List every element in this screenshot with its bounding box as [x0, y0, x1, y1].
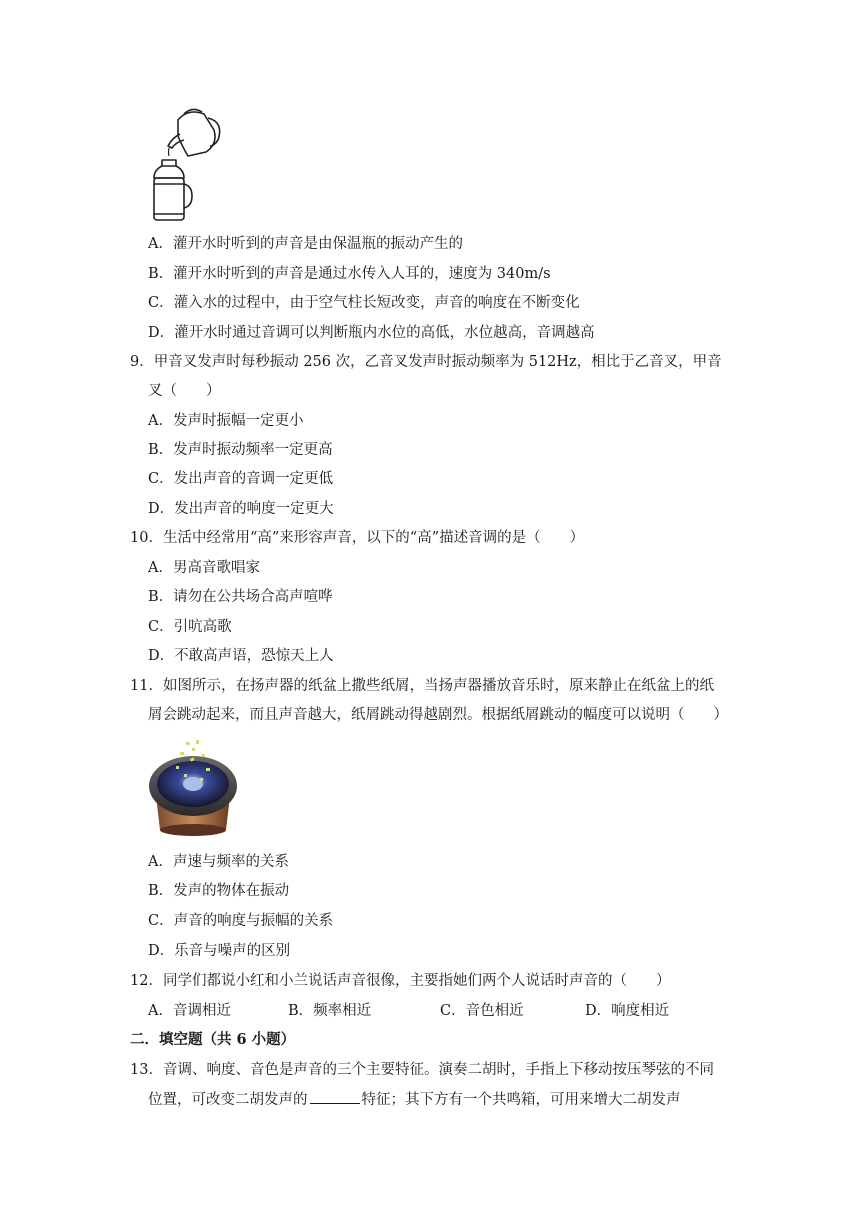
q8-option-d: D．灌开水时通过音调可以判断瓶内水位的高低，水位越高，音调越高: [148, 325, 595, 341]
q11-stem-line1: 11．如图所示，在扬声器的纸盆上撒些纸屑，当扬声器播放音乐时，原来静止在纸盆上的纸: [130, 678, 714, 694]
q13-stem-line1: 13．音调、响度、音色是声音的三个主要特征。演奏二胡时，手指上下移动按压琴弦的不同: [130, 1062, 714, 1078]
q10-option-c: C．引吭高歌: [148, 619, 232, 635]
q9-option-a: A．发声时振幅一定更小: [148, 413, 304, 429]
q9-option-c: C．发出声音的音调一定更低: [148, 471, 334, 487]
q10-option-b: B．请勿在公共场合高声喧哗: [148, 589, 333, 605]
q13-stem-line2: [148, 1089, 681, 1110]
q12-stem: 12．同学们都说小红和小兰说话声音很像，主要指她们两个人说话时声音的（ ）: [130, 973, 671, 989]
q13-answer-blank[interactable]: [310, 1089, 360, 1104]
q10-stem: 10．生活中经常用“高”来形容声音，以下的“高”描述音调的是（ ）: [130, 530, 585, 546]
q12-option-b: B．频率相近: [288, 1003, 372, 1019]
q11-option-a: A．声速与频率的关系: [148, 854, 289, 870]
q12-option-c: C．音色相近: [440, 1003, 524, 1019]
q9-stem-line2: 叉（ ）: [148, 383, 221, 399]
q13-text-part1: 位置，可改变二胡发声的: [148, 1092, 308, 1108]
q12-options-row: [148, 1001, 748, 1021]
q10-option-a: A．男高音歌唱家: [148, 560, 260, 576]
speaker-figure: [146, 734, 240, 838]
q8-option-c: C．灌入水的过程中，由于空气柱长短改变，声音的响度在不断变化: [148, 295, 580, 311]
q11-option-c: C．声音的响度与振幅的关系: [148, 913, 334, 929]
q10-option-d: D．不敢高声语，恐惊天上人: [148, 648, 334, 664]
q9-option-b: B．发声时振动频率一定更高: [148, 442, 333, 458]
q9-option-d: D．发出声音的响度一定更大: [148, 501, 334, 517]
thermos-kettle-figure: [148, 100, 228, 225]
section-heading: 二．填空题（共 6 小题）: [130, 1031, 296, 1048]
q11-option-b: B．发声的物体在振动: [148, 883, 290, 899]
q11-option-d: D．乐音与噪声的区别: [148, 943, 291, 959]
q8-option-b: B．灌开水时听到的声音是通过水传入人耳的，速度为 340m/s: [148, 266, 551, 282]
q9-stem-line1: 9．甲音叉发声时每秒振动 256 次，乙音叉发声时振动频率为 512Hz，相比于乙音叉，甲音: [130, 354, 722, 370]
q12-option-d: D．响度相近: [585, 1003, 670, 1019]
q13-text-part2: 特征；其下方有一个共鸣箱，可用来增大二胡发声: [361, 1092, 681, 1108]
q8-option-a: A．灌开水时听到的声音是由保温瓶的振动产生的: [148, 236, 463, 252]
q11-stem-line2: 屑会跳动起来，而且声音越大，纸屑跳动得越剧烈。根据纸屑跳动的幅度可以说明（ ）: [148, 707, 728, 723]
q12-option-a: A．音调相近: [148, 1003, 231, 1019]
